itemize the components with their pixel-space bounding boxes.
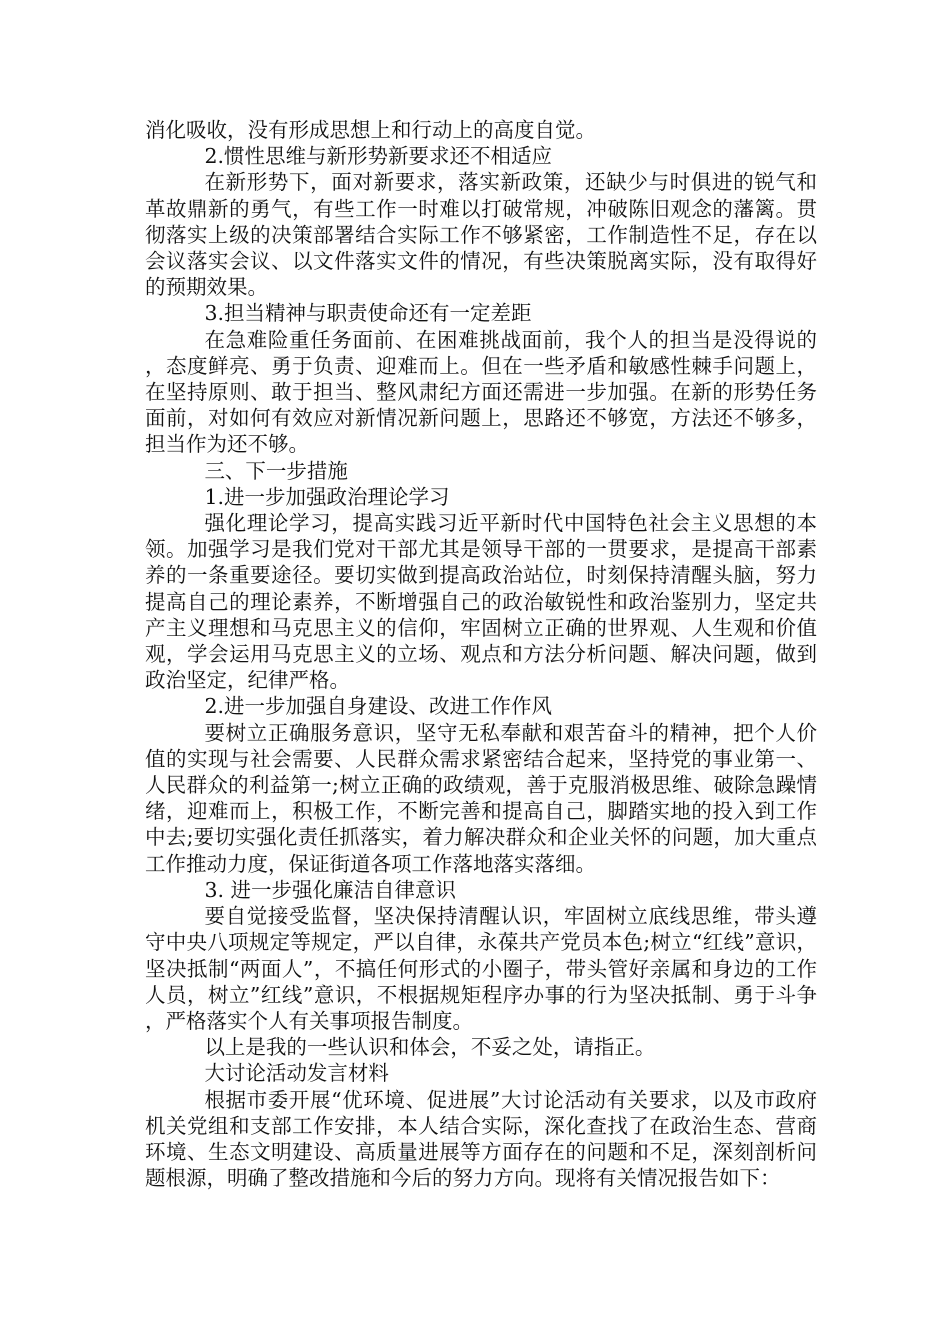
heading-inertia-thinking: 2.惯性思维与新形势新要求还不相适应 bbox=[204, 144, 552, 169]
paragraph-theory-study: 强化理论学习，提高实践习近平新时代中国特色社会主义思想的本领。加强学习是我们党对干部尤其是领导干部的一贯要求，是提高干部素养的一条重要途径。要切实做到提高政治站位，时刻保持清醒头脑，努力提高自己的理论素养，不断增强自己的政治敏锐性和政治鉴别力，坚定共产主义理想和马克思主义的信仰，牢固树立正确的世界观、人生观和价值观，学会运用马克思主义的立场、观点和方法分析问题、解决问题，做到政治坚定，纪律严格。 bbox=[145, 511, 817, 693]
paragraph-new-situation: 在新形势下，面对新要求，落实新政策，还缺少与时俱进的锐气和革故鼎新的勇气，有些工作一时难以打破常规，冲破陈旧观念的藩篱。贯彻落实上级的决策部署结合实际工作不够紧密，工作制造性不足，存在以会议落实会议、以文件落实文件的情况，有些决策脱离实际，没有取得好的预期效果。 bbox=[145, 170, 817, 300]
paragraph-self-building: 要树立正确服务意识，坚守无私奉献和艰苦奋斗的精神，把个人价值的实现与社会需要、人民群众需求紧密结合起来，坚持党的事业第一、人民群众的利益第一;树立正确的政绩观，善于克服消极思维、破除急躁情绪，迎难而上，积极工作，不断完善和提高自己，脚踏实地的投入到工作中去;要切实强化责任抓落实，着力解决群众和企业关怀的问题，加大重点工作推动力度，保证街道各项工作落地落实落细。 bbox=[145, 720, 817, 876]
heading-next-steps: 三、下一步措施 bbox=[204, 458, 348, 483]
heading-self-building: 2.进一步加强自身建设、改进工作作风 bbox=[204, 694, 552, 719]
heading-theory-study: 1.进一步加强政治理论学习 bbox=[204, 484, 450, 509]
paragraph-responsibility: 在急难险重任务面前、在困难挑战面前，我个人的担当是没得说的，态度鲜亮、勇于负责、迎难而上。但在一些矛盾和敏感性棘手问题上，在坚持原则、敢于担当、整风肃纪方面还需进一步加强。在新的形势任务面前，对如何有效应对新情况新问题上，思路还不够宽，方法还不够多，担当作为还不够。 bbox=[145, 327, 817, 457]
heading-speech-material: 大讨论活动发言材料 bbox=[204, 1061, 389, 1086]
paragraph-speech-intro: 根据市委开展“优环境、促进展”大讨论活动有关要求，以及市政府机关党组和支部工作安排，本人结合实际，深化查找了在政治生态、营商环境、生态文明建设、高质量进展等方面存在的问题和不足，深刻剖析问题根源，明确了整改措施和今后的努力方向。现将有关情况报告如下： bbox=[145, 1087, 817, 1191]
heading-integrity: 3. 进一步强化廉洁自律意识 bbox=[204, 877, 457, 902]
paragraph-integrity: 要自觉接受监督，坚决保持清醒认识，牢固树立底线思维，带头遵守中央八项规定等规定，严以自律，永葆共产党员本色;树立“红线”意识，坚决抵制“两面人”，不搞任何形式的小圈子，带头管好亲属和身边的工作人员，树立”红线”意识，不根据规矩程序办事的行为坚决抵制、勇于斗争，严格落实个人有关事项报告制度。 bbox=[145, 904, 817, 1033]
heading-responsibility-gap: 3.担当精神与职责使命还有一定差距 bbox=[204, 301, 532, 326]
paragraph-closing: 以上是我的一些认识和体会，不妥之处，请指正。 bbox=[204, 1035, 656, 1060]
document-page bbox=[145, 117, 817, 1191]
paragraph-continuation: 消化吸收，没有形成思想上和行动上的高度自觉。 bbox=[145, 118, 596, 142]
